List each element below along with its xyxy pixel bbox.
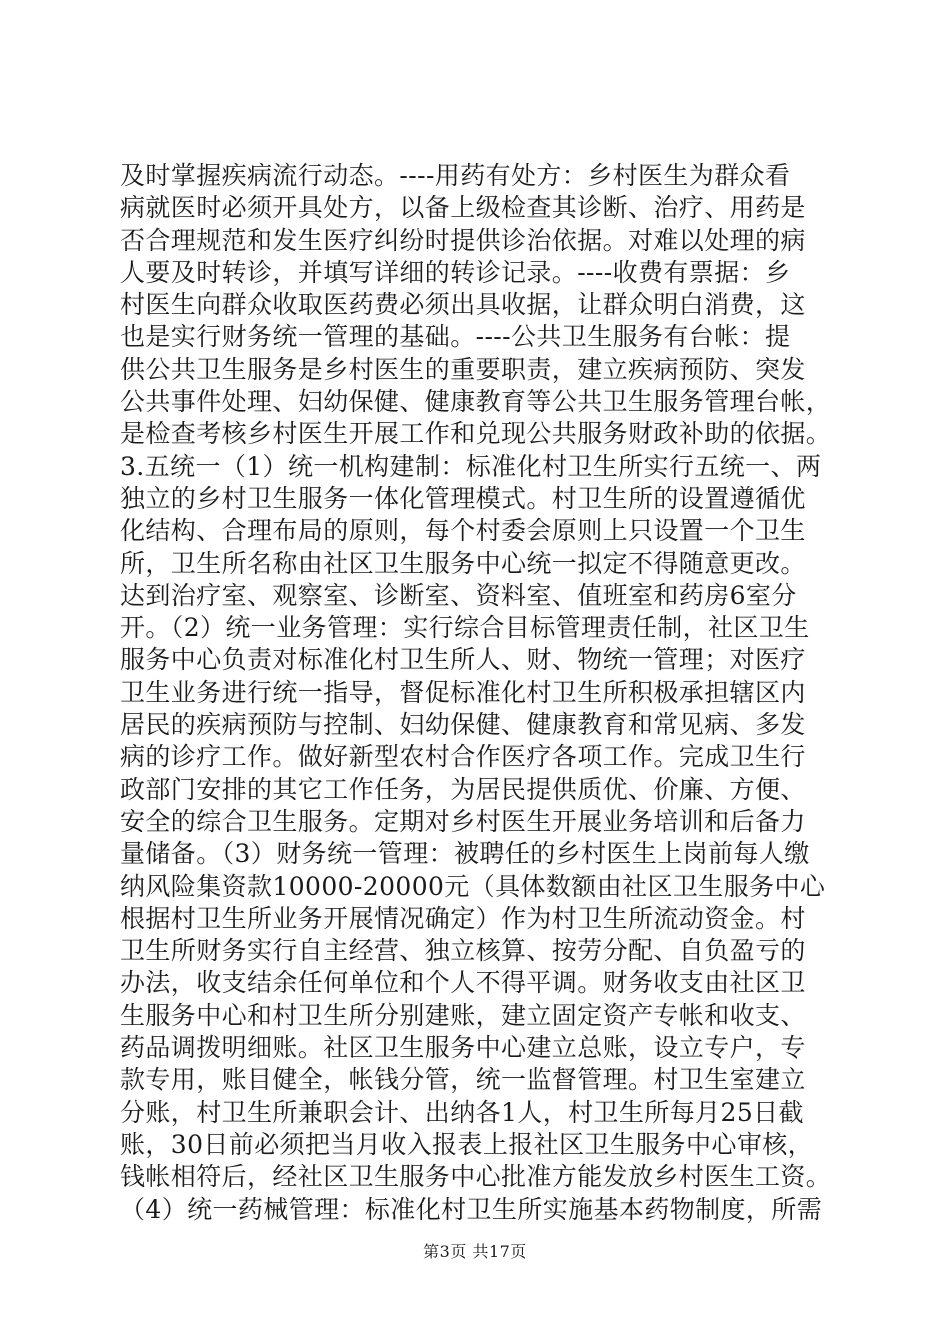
page-footer: 第3页 共17页 <box>423 1242 527 1261</box>
body-text-line: 账，30日前必须把当月收入报表上报社区卫生服务中心审核， <box>120 1129 814 1159</box>
body-text-line: 量储备。（3）财务统一管理：被聘任的乡村医生上岗前每人缴 <box>120 839 810 869</box>
body-text-line: 公共事件处理、妇幼保健、健康教育等公共卫生服务管理台帐， <box>120 387 832 417</box>
body-text-line: 供公共卫生服务是乡村医生的重要职责，建立疾病预防、突发 <box>120 354 806 384</box>
body-text-line: 款专用，账目健全，帐钱分管，统一监督管理。村卫生室建立 <box>120 1065 806 1095</box>
body-text-line: 病就医时必须开具处方，以备上级检查其诊断、治疗、用药是 <box>120 193 806 223</box>
body-text-line: 政部门安排的其它工作任务，为居民提供质优、价廉、方便、 <box>120 774 806 804</box>
body-text-line: 人要及时转诊，并填写详细的转诊记录。----收费有票据：乡 <box>120 257 791 287</box>
body-text-line: 根据村卫生所业务开展情况确定）作为村卫生所流动资金。村 <box>120 903 806 933</box>
body-text <box>120 160 840 1226</box>
body-text-line: 钱帐相符后，经社区卫生服务中心批准方能发放乡村医生工资。 <box>120 1162 832 1192</box>
body-text-line: 生服务中心和村卫生所分别建账，建立固定资产专帐和收支、 <box>120 1000 806 1030</box>
body-text-line: 所，卫生所名称由社区卫生服务中心统一拟定不得随意更改。 <box>120 548 806 578</box>
body-text-line: 达到治疗室、观察室、诊断室、资料室、值班室和药房6室分 <box>120 580 797 610</box>
body-text-line: 3.五统一（1）统一机构建制：标准化村卫生所实行五统一、两 <box>120 451 822 481</box>
body-text-line: 卫生所财务实行自主经营、独立核算、按劳分配、自负盈亏的 <box>120 936 806 966</box>
body-text-line: 也是实行财务统一管理的基础。----公共卫生服务有台帐：提 <box>120 322 791 352</box>
body-text-line: 否合理规范和发生医疗纠纷时提供诊治依据。对难以处理的病 <box>120 225 806 255</box>
body-text-line: 及时掌握疾病流行动态。----用药有处方：乡村医生为群众看 <box>120 161 791 190</box>
body-text-line: 服务中心负责对标准化村卫生所人、财、物统一管理；对医疗 <box>120 645 806 675</box>
body-text-line: 独立的乡村卫生服务一体化管理模式。村卫生所的设置遵循优 <box>120 483 806 513</box>
body-text-line: 病的诊疗工作。做好新型农村合作医疗各项工作。完成卫生行 <box>120 742 806 772</box>
body-text-line: 居民的疾病预防与控制、妇幼保健、健康教育和常见病、多发 <box>120 710 806 740</box>
body-text-line: 村医生向群众收取医药费必须出具收据，让群众明白消费，这 <box>120 290 806 320</box>
body-text-line: 卫生业务进行统一指导，督促标准化村卫生所积极承担辖区内 <box>120 677 806 707</box>
body-text-line: 分账，村卫生所兼职会计、出纳各1人，村卫生所每月25日截 <box>120 1097 804 1127</box>
body-text-line: 纳风险集资款10000-20000元（具体数额由社区卫生服务中心 <box>120 871 826 901</box>
body-text-line: 化结构、合理布局的原则，每个村委会原则上只设置一个卫生 <box>120 516 806 546</box>
body-text-line: 是检查考核乡村医生开展工作和兑现公共服务财政补助的依据。 <box>120 419 832 449</box>
body-text-line: （4）统一药械管理：标准化村卫生所实施基本药物制度，所需 <box>120 1194 823 1224</box>
body-text-line: 安全的综合卫生服务。定期对乡村医生开展业务培训和后备力 <box>120 806 806 836</box>
body-text-line: 药品调拨明细账。社区卫生服务中心建立总账，设立专户，专 <box>120 1033 806 1063</box>
body-text-line: 开。（2）统一业务管理：实行综合目标管理责任制，社区卫生 <box>120 613 810 643</box>
body-text-line: 办法，收支结余任何单位和个人不得平调。财务收支由社区卫 <box>120 968 806 998</box>
